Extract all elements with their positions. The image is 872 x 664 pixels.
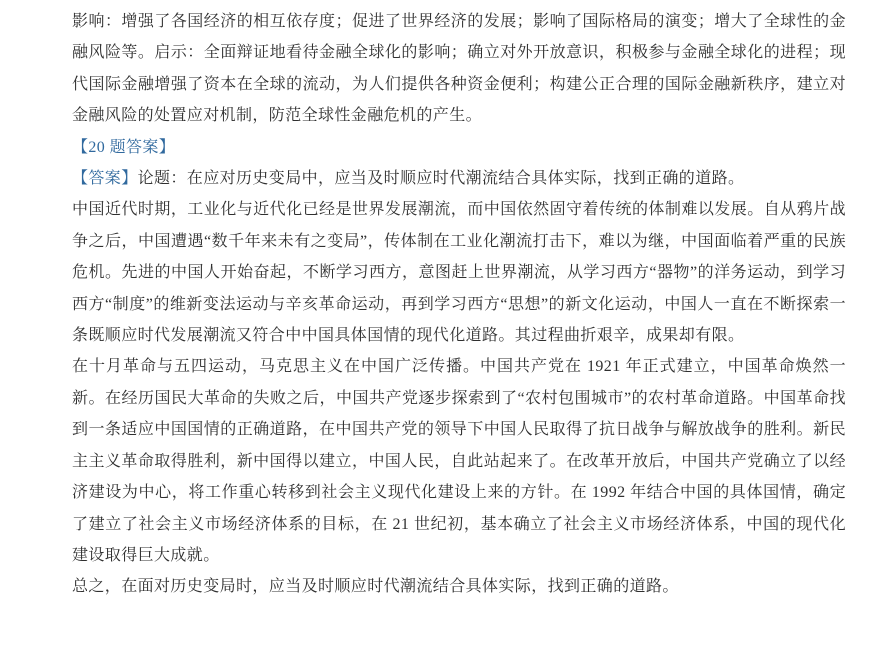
answer-section-heading [72, 132, 846, 163]
answer-paragraph [72, 163, 846, 194]
answer-paragraph-text: 影响：增强了各国经济的相互依存度；促进了世界经济的发展；影响了国际格局的演变；增大了全球性的金融风险等。启示：全面辩证地看待金融全球化的影响；确立对外开放意识，积极参与金融全球化的进程；现代国际金融增强了资本在全球的流动，为人们提供各种资金便利；构建公正合理的国际金融新秩序，建立对金融风险的处置应对机制，防范全球性金融危机的产生。 [72, 13, 846, 125]
answer-label: 【答案】 [72, 170, 138, 188]
answer-paragraph-text: 在十月革命与五四运动，马克思主义在中国广泛传播。中国共产党在 1921 年正式建立，中国革命焕然一新。在经历国民大革命的失败之后，中国共产党逐步探索到了“农村包围城市”的农村革命道路。中国革命找到一条适应中国国情的正确道路，在中国共产党的领导下中国人民取得了抗日战争与解放战争的胜利。新民主主义革命取得胜利，新中国得以建立，中国人民，自此站起来了。在改革开放后，中国共产党确立了以经济建设为中心，将工作重心转移到社会主义现代化建设上来的方针。在 1992 年结合中国的具体国情，确定了建立了社会主义市场经济体系的目标，在 21 世纪初，基本确立了社会主义市场经济体系，中国的现代化建设取得巨大成就。 [72, 358, 846, 564]
answer-paragraph [72, 194, 846, 351]
answer-section-heading-text: 【20 题答案】 [72, 138, 176, 156]
answer-paragraph [72, 6, 846, 132]
answer-paragraph [72, 351, 846, 571]
answer-text-block [72, 6, 846, 603]
answer-paragraph-text: 论题：在应对历史变局中，应当及时顺应时代潮流结合具体实际，找到正确的道路。 [137, 170, 745, 188]
answer-paragraph [72, 571, 846, 602]
answer-paragraph-text: 中国近代时期，工业化与近代化已经是世界发展潮流，而中国依然固守着传统的体制难以发展。自从鸦片战争之后，中国遭遇“数千年来未有之变局”，传体制在工业化潮流打击下，难以为继，中国面临着严重的民族危机。先进的中国人开始奋起，不断学习西方，意图赶上世界潮流，从学习西方“器物”的洋务运动，到学习西方“制度”的维新变法运动与辛亥革命运动，再到学习西方“思想”的新文化运动，中国人一直在不断探索一条既顺应时代发展潮流又符合中中国具体国情的现代化道路。其过程曲折艰辛，成果却有限。 [72, 201, 846, 345]
answer-paragraph-text: 总之，在面对历史变局时，应当及时顺应时代潮流结合具体实际，找到正确的道路。 [72, 578, 679, 596]
